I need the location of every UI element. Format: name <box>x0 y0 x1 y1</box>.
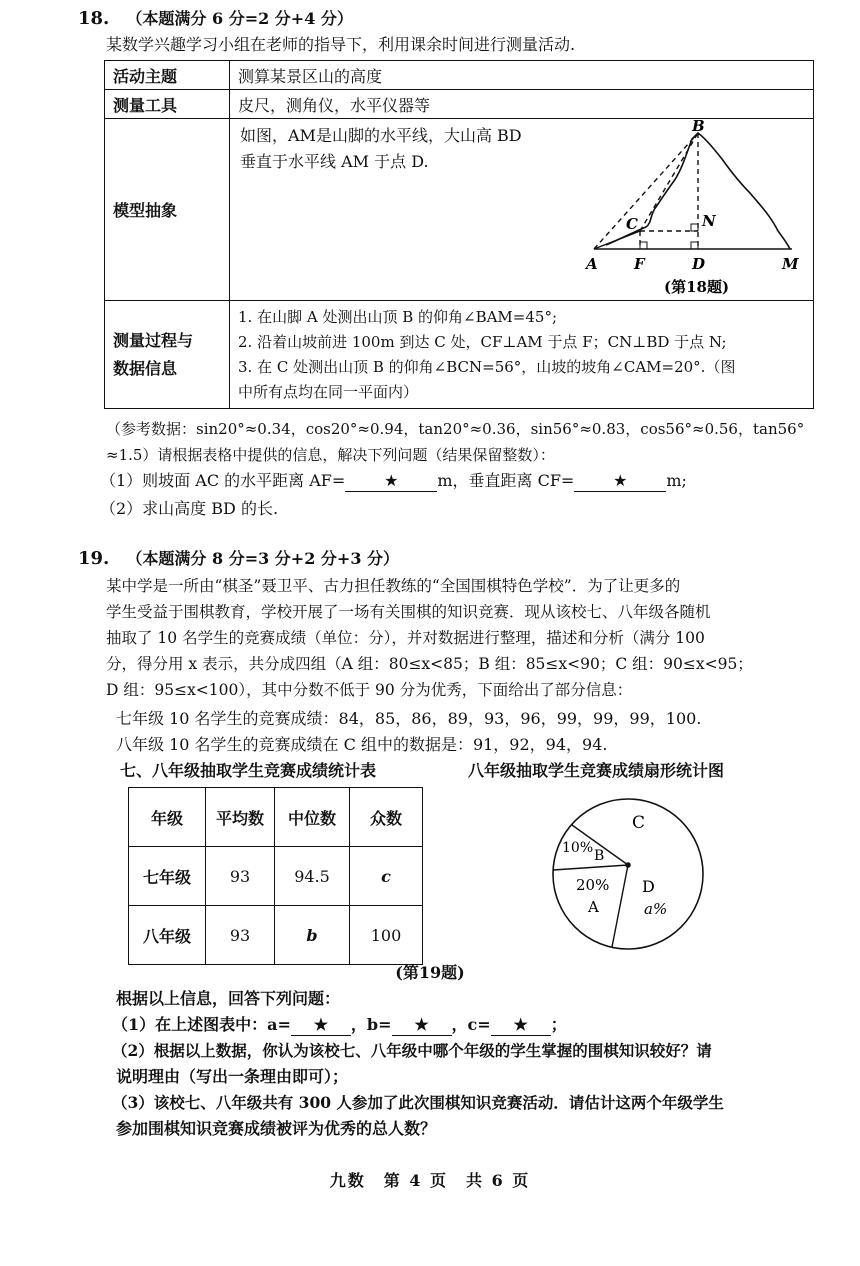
answer-blank-cf[interactable]: ★ <box>574 471 666 492</box>
row-content: 皮尺，测角仪，水平仪器等 <box>230 90 814 119</box>
q18-reference-2: ≈1.5）请根据表格中提供的信息，解决下列问题（结果保留整数）： <box>106 446 555 464</box>
q18-header <box>78 6 353 32</box>
grade-cell: 七年级 <box>129 847 206 906</box>
p1-text-a: （1）在上述图表中：a= <box>112 1015 291 1034</box>
answer-blank-c[interactable]: ★ <box>491 1015 551 1036</box>
q19-part2-line1: （2）根据以上数据，你认为该校七、八年级中哪个年级的学生掌握的围棋知识较好？请 <box>112 1041 712 1060</box>
pie-label-b-pct: 10% <box>562 840 594 856</box>
mode-cell: 100 <box>350 906 423 965</box>
pie-label-a-pct: 20% <box>576 876 610 894</box>
point-label-n: N <box>702 212 716 230</box>
point-label-a: A <box>586 255 598 273</box>
p1-text-d: ； <box>550 1015 567 1034</box>
paragraph-line: 学生受益于围棋教育，学校开展了一场有关围棋的知识竞赛．现从该校七、八年级各随机 <box>106 603 711 621</box>
pie-label-b: B <box>594 848 605 864</box>
pie-divider <box>553 865 628 870</box>
pie-label-a: A <box>588 898 599 916</box>
q18-reference-1: （参考数据：sin20°≈0.34，cos20°≈0.94，tan20°≈0.36，sin56°≈0.83，cos56°≈0.56，tan56° <box>106 420 805 438</box>
table-title: 七、八年级抽取学生竞赛成绩统计表 <box>120 761 377 780</box>
mean-cell: 93 <box>206 906 275 965</box>
header-cell: 年级 <box>129 788 206 847</box>
row-label: 模型抽象 <box>105 119 230 301</box>
mode-cell: c <box>350 847 423 906</box>
point-label-b: B <box>692 119 705 135</box>
answer-intro: 根据以上信息，回答下列问题： <box>116 989 341 1008</box>
q18-part1 <box>100 468 687 494</box>
grade-cell: 八年级 <box>129 906 206 965</box>
paragraph-line: 抽取了 10 名学生的竞赛成绩（单位：分），并对数据进行整理，描述和分析（满分 100 <box>106 629 705 647</box>
figure-caption-19: (第19题) <box>395 963 465 982</box>
pie-label-c: C <box>632 813 646 833</box>
table-row <box>105 301 814 409</box>
step-1: 1. 在山脚 A 处测出山顶 B 的仰角∠BAM=45°; <box>238 307 558 326</box>
process-label-1: 测量过程与 <box>113 330 194 350</box>
page-footer: 九数 第 4 页 共 6 页 <box>329 1171 531 1190</box>
model-text-1: 如图，AM是山脚的水平线，大山高 BD <box>240 126 522 145</box>
paragraph-line: D 组：95≤x<100），其中分数不低于 90 分为优秀，下面给出了部分信息： <box>106 681 633 699</box>
q19-part1 <box>112 1012 567 1038</box>
p1-text-b: ，b= <box>350 1015 392 1034</box>
part1-text-b: m，垂直距离 CF= <box>437 471 575 490</box>
q19-part2-line2: 说明理由（写出一条理由即可）； <box>116 1067 349 1086</box>
mountain-diagram <box>580 119 820 299</box>
figure-caption-18: (第18题) <box>664 278 730 296</box>
step-4: 中所有点均在同一平面内） <box>238 382 419 401</box>
table-row <box>105 90 814 119</box>
step-2: 2. 沿着山坡前进 100m 到达 C 处，CF⊥AM 于点 F；CN⊥BD 于点 N; <box>238 332 727 351</box>
header-cell: 中位数 <box>275 788 350 847</box>
q19-part3-line2: 参加围棋知识竞赛成绩被评为优秀的总人数？ <box>116 1119 437 1138</box>
grade8-group-c: 八年级 10 名学生的竞赛成绩在 C 组中的数据是：91，92，94，94. <box>116 735 608 754</box>
answer-blank-af[interactable]: ★ <box>345 471 437 492</box>
pie-outline <box>553 799 703 949</box>
table-row <box>105 119 814 301</box>
point-label-f: F <box>634 255 645 273</box>
paragraph-line: 分，得分用 x 表示，共分成四组（A 组：80≤x<85；B 组：85≤x<90；C 组：90≤x<95； <box>106 655 753 673</box>
q18-intro: 某数学兴趣学习小组在老师的指导下，利用课余时间进行测量活动. <box>106 35 576 54</box>
header-cell: 众数 <box>350 788 423 847</box>
pie-divider <box>612 865 628 947</box>
row-label <box>105 301 230 409</box>
q18-number: 18. <box>78 8 110 29</box>
q18-part2: （2）求山高度 BD 的长. <box>100 499 279 518</box>
mean-cell: 93 <box>206 847 275 906</box>
grade8-pie-chart <box>548 794 708 954</box>
table-row <box>129 906 423 965</box>
paragraph-line: 某中学是一所由“棋圣”聂卫平、古力担任教练的“全国围棋特色学校”．为了让更多的 <box>106 577 681 595</box>
point-label-m: M <box>782 255 799 273</box>
q18-activity-table <box>104 60 814 409</box>
q19-part3-line1: （3）该校七、八年级共有 300 人参加了此次围棋知识竞赛活动．请估计这两个年级学生 <box>112 1093 724 1112</box>
q19-stats-table <box>128 787 423 965</box>
process-steps <box>230 301 814 409</box>
table-row <box>105 61 814 90</box>
answer-blank-a[interactable]: ★ <box>291 1015 351 1036</box>
part1-text-c: m; <box>666 471 687 490</box>
median-cell: 94.5 <box>275 847 350 906</box>
pie-title: 八年级抽取学生竞赛成绩扇形统计图 <box>468 761 725 780</box>
row-label: 测量工具 <box>105 90 230 119</box>
p1-text-c: ，c= <box>451 1015 491 1034</box>
q19-header <box>78 546 399 572</box>
q19-score: （本题满分 8 分=3 分+2 分+3 分） <box>126 549 400 568</box>
point-label-c: C <box>626 215 638 233</box>
table-header-row <box>129 788 423 847</box>
point-label-d: D <box>692 255 706 273</box>
process-label-2: 数据信息 <box>113 358 178 378</box>
q18-score: （本题满分 6 分=2 分+4 分） <box>126 9 353 28</box>
row-label: 活动主题 <box>105 61 230 90</box>
part1-text-a: （1）则坡面 AC 的水平距离 AF= <box>100 471 346 490</box>
q19-paragraph <box>106 573 753 703</box>
model-text-2: 垂直于水平线 AM 于点 D. <box>240 152 429 171</box>
median-cell: b <box>275 906 350 965</box>
pie-label-d-pct: a% <box>644 900 668 918</box>
step-3: 3. 在 C 处测出山顶 B 的仰角∠BCN=56°，山坡的坡角∠CAM=20°.（图 <box>238 357 736 376</box>
answer-blank-b[interactable]: ★ <box>392 1015 452 1036</box>
pie-label-d: D <box>642 877 655 896</box>
model-cell <box>230 119 814 301</box>
header-cell: 平均数 <box>206 788 275 847</box>
row-content: 测算某景区山的高度 <box>230 61 814 90</box>
table-row <box>129 847 423 906</box>
grade7-scores: 七年级 10 名学生的竞赛成绩：84，85，86，89，93，96，99，99，99，100. <box>116 709 702 728</box>
q19-number: 19. <box>78 548 110 569</box>
